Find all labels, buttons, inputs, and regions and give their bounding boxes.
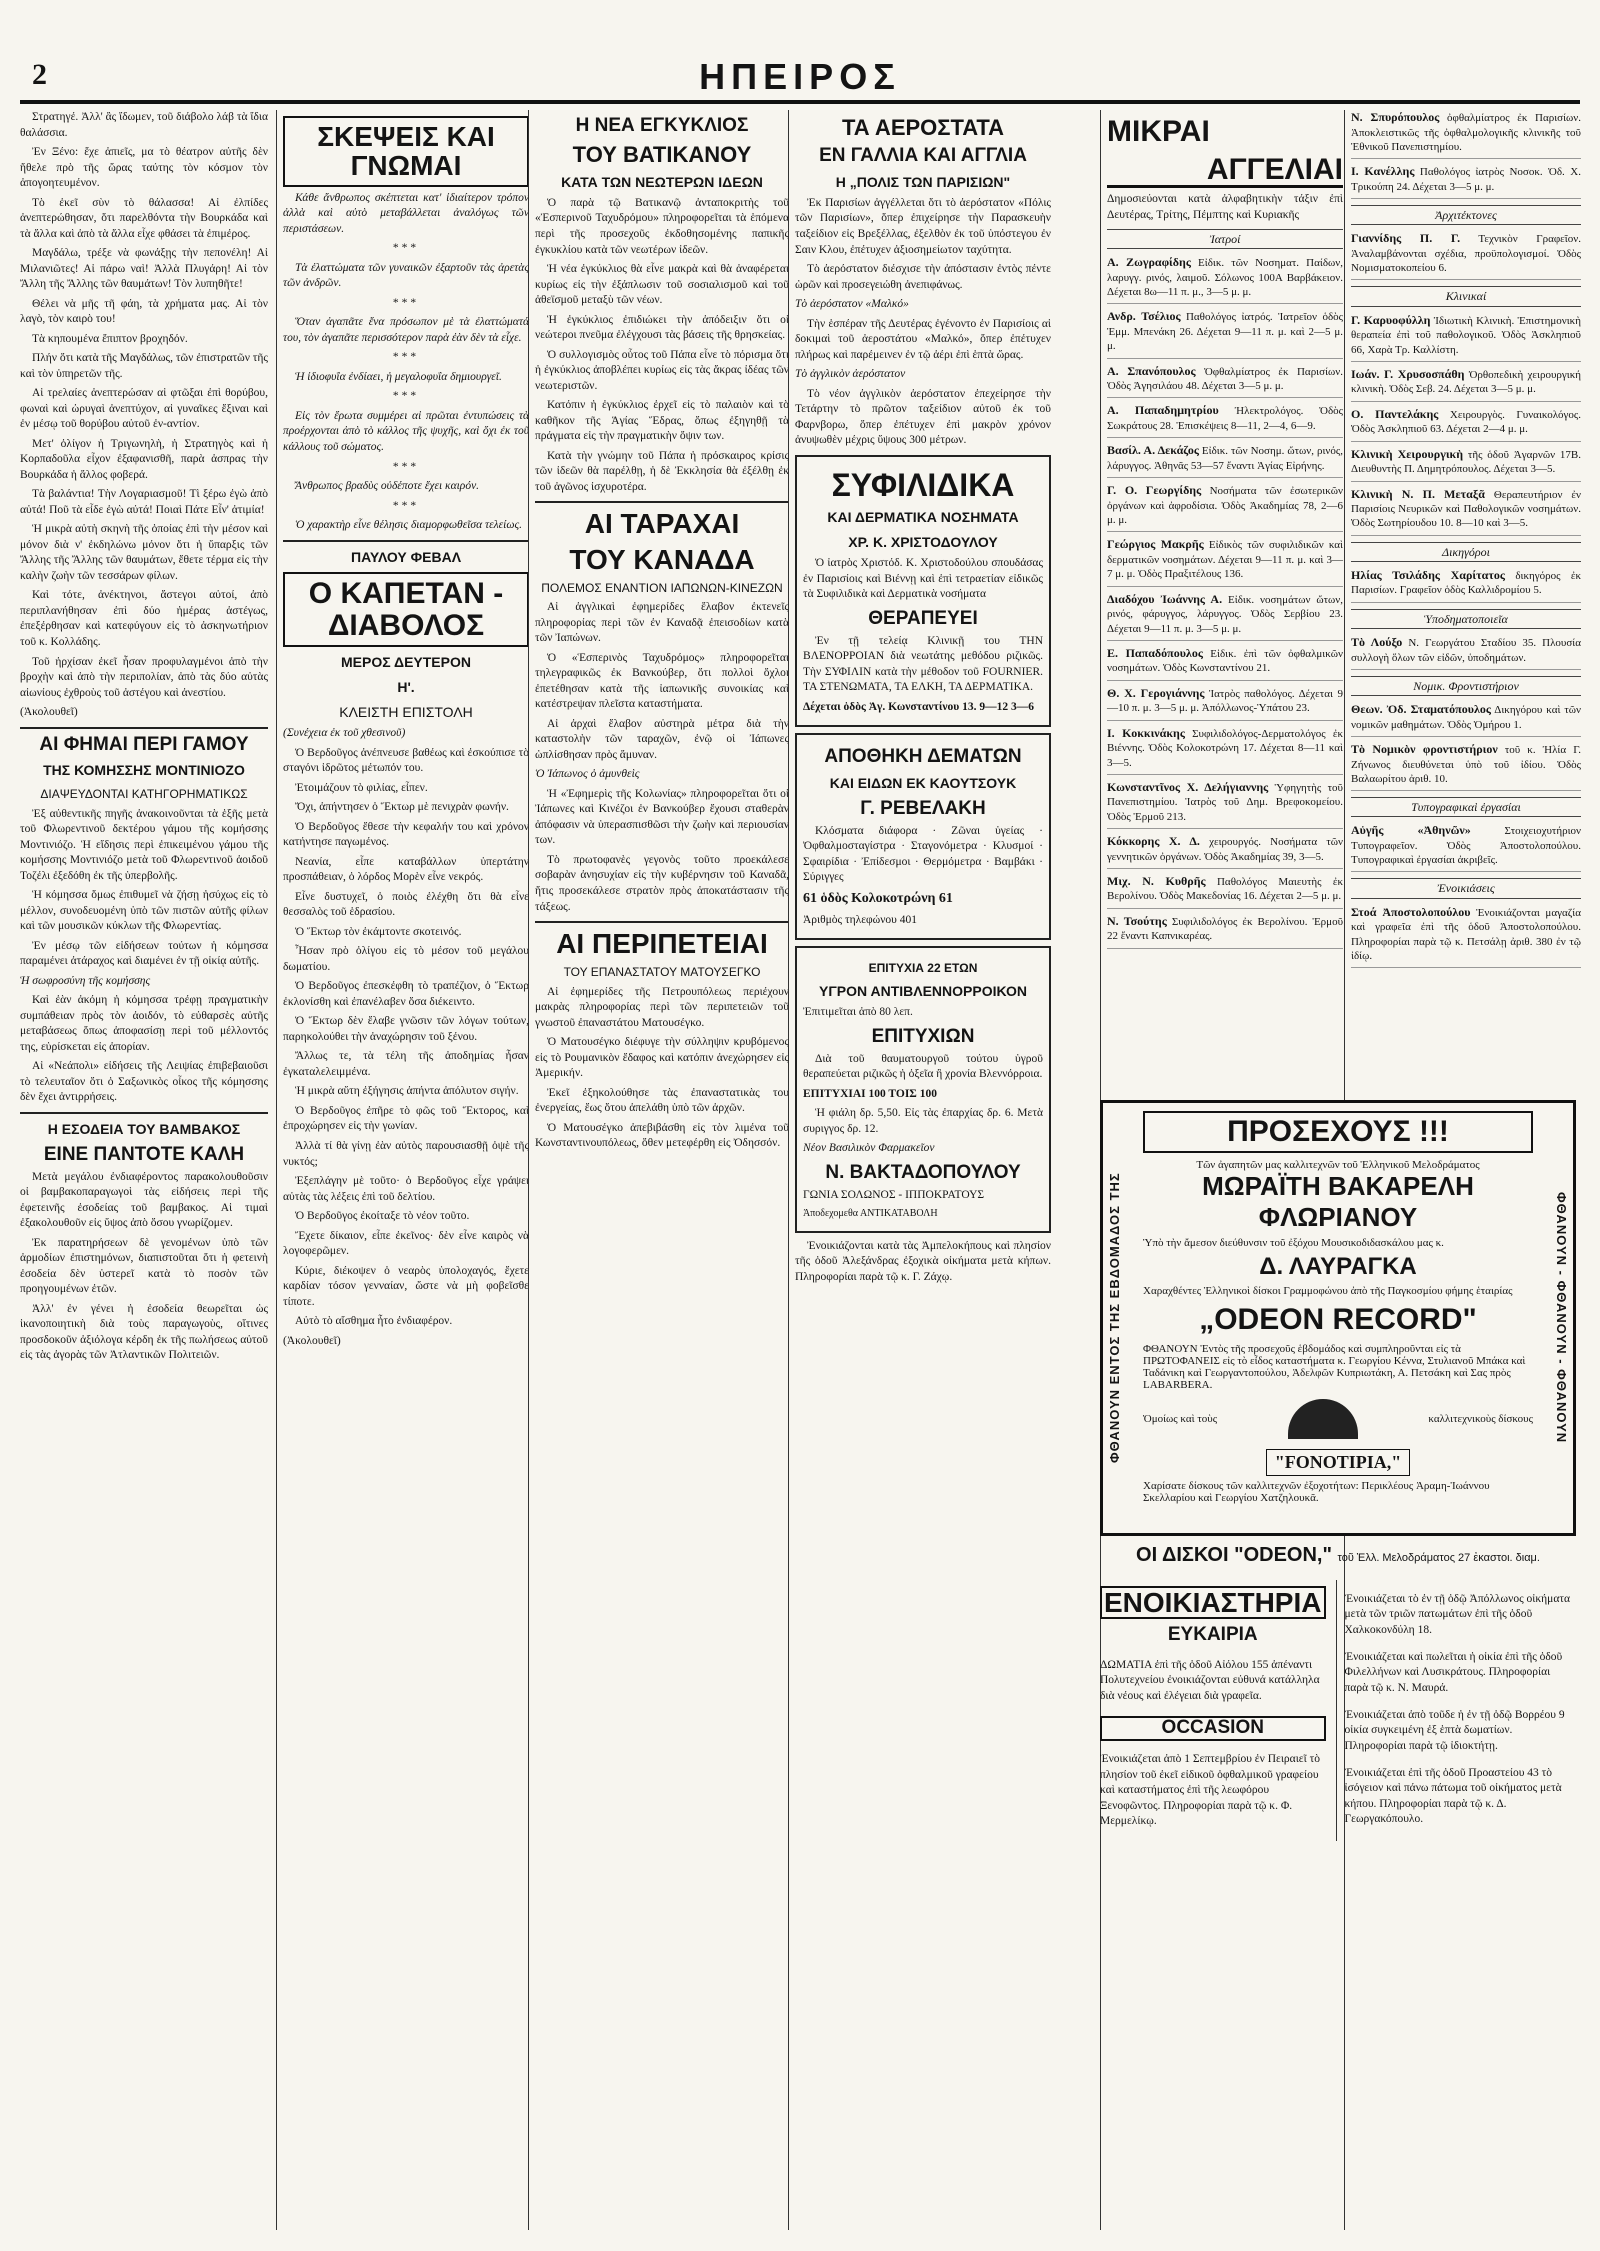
ad-note: Ἀποδεχομεθα ΑΝΤΙΚΑΤΑΒΟΛΗ bbox=[803, 1208, 938, 1220]
rentals-col-right bbox=[1336, 1580, 1571, 1841]
story-subheading: ΤΗΣ ΚΟΜΗΣΣΗΣ ΜΟΝΤΙΝΙΟΖΟ bbox=[43, 762, 245, 779]
ad-title: ΣΥΦΙΛΙΔΙΚΑ bbox=[831, 466, 1015, 503]
story-heading: ΤΟΥ ΚΑΝΑΔΑ bbox=[569, 543, 755, 575]
story-subheading: Η „ΠΟΛΙΣ ΤΩΝ ΠΑΡΙΣΙΩΝ" bbox=[835, 174, 1011, 191]
classified-ad: Γιαννίδης Π. Γ. Τεχνικὸν Γραφεῖον. Ἀναλαμβάνονται σχέδια, προϋπολογισμοί. Ὁδὸς Νομισματοκοπείου 6. bbox=[1351, 231, 1581, 280]
ad-body: Χαραχθέντες Ἑλληνικοὶ δίσκοι Γραμμοφώνου ἀπὸ τῆς Παγκοσμίου φήμης ἑταιρίας bbox=[1143, 1285, 1513, 1297]
maxim: Τὰ ἐλαττώματα τῶν γυναικῶν ἐξαρτοῦν τὰς ἀρετὰς τῶν ἀνδρῶν. bbox=[283, 261, 529, 290]
ad-price: Ἐπιτιμεῖται ἀπὸ 80 λεπ. bbox=[803, 1006, 913, 1019]
story-kicker: ΔΙΑΨΕΥΔΟΝΤΑΙ ΚΑΤΗΓΟΡΗΜΑΤΙΚΩΣ bbox=[40, 787, 248, 802]
classified-ad: Γεώργιος Μακρῆς Εἰδικὸς τῶν συφιλιδικῶν καὶ δερματικῶν νοσημάτων. Δέχεται 9—11 π. μ. καὶ 3—7 μ. μ. Ὁδὸς Πραξιτέλους 136. bbox=[1107, 537, 1343, 586]
ad-artist-names: ΜΩΡΑΪΤΗ ΒΑΚΑΡΕΛΗ ΦΛΩΡΙΑΝΟΥ bbox=[1202, 1171, 1474, 1232]
paragraph: Ὁ «Ἑσπερινὸς Ταχυδρόμος» πληροφορεῖται τηλεγραφικῶς ἐκ Βανκούβερ, ὅτι πολλοὶ ὄχλοι ἐπετέθησαν κατὰ τῆς ἰαπωνικῆς συνοικίας καὶ κατέστρεψαν πλεῖστα καταστήματα. bbox=[535, 651, 789, 711]
ad-footer-left: ΟΙ ΔΙΣΚΟΙ "ODEON," bbox=[1136, 1544, 1332, 1566]
paragraph: Αὐτὸ τὸ αἴσθημα ἦτο ἐνδιαφέρον. bbox=[295, 1315, 453, 1328]
story-subheading: ΕΙΝΕ ΠΑΝΤΟΤΕ ΚΑΛΗ bbox=[43, 1143, 245, 1165]
ad-title: ΠΡΟΣΕΧΟΥΣ !!! bbox=[1143, 1111, 1533, 1153]
category-architects: Ἀρχιτέκτονες bbox=[1351, 205, 1581, 225]
paragraph: Ἀλλὰ τί θὰ γίνῃ ἐὰν αὐτὸς παρουσιασθῇ ὀψὲ τῆς νυκτός; bbox=[283, 1140, 529, 1168]
classified-ad: Α. Ζωγραφίδης Εἰδικ. τῶν Νοσηματ. Παίδων, λαρυγγ. ρινός, λαιμοῦ. Σόλωνος 100Α Βαρβάκειον. Δέχεται 8ω—11 π. μ., 3—5 μ. μ. bbox=[1107, 255, 1343, 304]
ad-body: Ὁ ἰατρὸς Χριστόδ. Κ. Χριστοδούλου σπουδάσας ἐν Παρισίοις καὶ Βιέννῃ καὶ ἐπὶ τετραετίαν εἰδικῶς τὰ Συφιλιδικὰ καὶ Δερματικὰ νοσήματα bbox=[803, 557, 1043, 601]
paragraph: Ἀλλ' ἐν γένει ἡ ἐσοδεία θεωρεῖται ὡς ἱκανοποιητικὴ διὰ τοὺς παραγωγοὺς, οἵτινες προσδοκοῦν ἀξιόλογα κέρδη ἐκ τῆς πωλήσεως αὐτοῦ εἰς τὰς ἀγορὰς τῶν Ἀτλαντικῶν Πολιτειῶν. bbox=[20, 1302, 268, 1362]
classified-ad: Κλινικὴ Χειρουργικὴ τῆς ὁδοῦ Ἀγαρνῶν 17Β. Διευθυντὴς Π. Δημητρόπουλος. Δέχεται 3—5. bbox=[1351, 447, 1581, 482]
paragraph: Τὸ ἀερόστατον διέσχισε τὴν ἀπόστασιν ἐντὸς πέντε ὡρῶν καὶ προσεγειώθη ἀνεπιφάνως. bbox=[795, 263, 1051, 291]
ad-phone: Ἀριθμὸς τηλεφώνου 401 bbox=[803, 913, 918, 926]
rentals-columns bbox=[1100, 1580, 1570, 1841]
classifieds-intro: Δημοσιεύονται κατὰ ἀλφαβητικὴν τάξιν ἐπὶ Δευτέρας, Τρίτης, Πέμπτης καὶ Κυριακῆς bbox=[1107, 193, 1343, 221]
maxim: Κάθε ἄνθρωπος σκέπτεται κατ' ἰδιαίτερον τρόπον ἀλλὰ καὶ αὐτὸ μεταβάλλεται ἀναλόγως τῶν περιστάσεων. bbox=[283, 191, 529, 235]
paragraph: Αἱ «Νεάπολι» εἰδήσεις τῆς Λειψίας ἐπιβεβαιοῦσι τὸ τελευταῖον ὅτι ὁ Σαξωνικὸς οἶκος τῆς κόμησσης δὲν ἔχει ἀντιρρήσεις. bbox=[20, 1060, 268, 1104]
paragraph: Αἱ ἐφημερίδες τῆς Πετρουπόλεως περιέχουν μακρὰς πληροφορίας περὶ τῶν περιπετειῶν τοῦ γνωστοῦ ἐπαναστάτου Ματουσέγκο. bbox=[535, 985, 789, 1029]
separator-stars: *** bbox=[392, 460, 420, 473]
ad-heal-label: ΘΕΡΑΠΕΥΕΙ bbox=[868, 607, 978, 629]
ad-rubber-goods bbox=[795, 733, 1051, 940]
serial-title: Ο ΚΑΠΕΤΑΝ - ΔΙΑΒΟΛΟΣ bbox=[283, 572, 529, 647]
maxim: Ἡ ἰδιοφυΐα ἐνδίαει, ἡ μεγαλοφυΐα δημιουργεῖ. bbox=[295, 370, 502, 383]
serial-continuation: (Συνέχεια ἐκ τοῦ χθεσινοῦ) bbox=[283, 727, 406, 740]
classified-ad: Γ. Ο. Γεωργίδης Νοσήματα τῶν ἐσωτερικῶν ὀργάνων καὶ ἀφροδίσια. Ὁδὸς Ἀκαδημίας 78, 2—6 μ. μ. bbox=[1107, 483, 1343, 532]
paragraph: Ὁ Βερδοῦγος ἔθεσε τὴν κεφαλήν του καὶ χρόνον κατήντησε παγωμένος. bbox=[283, 820, 529, 849]
ad-body: ΦΘΑΝΟΥΝ Ἐντὸς τῆς προσεχοῦς ἑβδομάδος καὶ συμπληροῦνται εἰς τὰ ΠΡΩΤΟΦΑΝΕΙΣ εἰς τὸ εἶδος καταστήματα κ. Γεωργίου Κέννα, Στυλιανοῦ Μπάκα καὶ Ταδάνικη καὶ Γεωργαντοπούλου, Ἀδελφῶν Κυπριωτάκη, Α. Πετσάκη καὶ Σας πρὸς LABARBERA. bbox=[1143, 1343, 1526, 1391]
paragraph: Ἔχετε δίκαιον, εἶπε ἐκεῖνος· δὲν εἶνε καιρὸς νὰ λογοφερῶμεν. bbox=[283, 1229, 529, 1258]
story-subheading: ΚΑΤΑ ΤΩΝ ΝΕΩΤΕΡΩΝ ΙΔΕΩΝ bbox=[561, 174, 763, 191]
ad-intro: Τῶν ἀγαπητῶν μας καλλιτεχνῶν τοῦ Ἑλληνικοῦ Μελοδράματος bbox=[1196, 1159, 1480, 1171]
classified-ad: Διαδόχου Ἰωάννης Α. Εἰδικ. νοσημάτων ὤτων, ρινός, φάρυγγος, λάρυγγος. Ὁδὸς Σερβίου 23. Δέχεται 9—11 π. μ. 3—5 μ. μ. bbox=[1107, 592, 1343, 641]
serial-text-col1 bbox=[20, 110, 268, 721]
story-heading: Η ΝΕΑ ΕΓΚΥΚΛΙΟΣ bbox=[575, 115, 749, 136]
paragraph: Μετὰ μεγάλου ἐνδιαφέροντος παρακολουθοῦσιν οἱ βαμβακοπαραγωγοὶ τὰς εἰδήσεις περὶ τῆς ἐφετεινῆς ἐσοδείας τοῦ βαμβακος. Αἱ τιμαὶ ἐξακολουθοῦν εἰς ὕψος ἀπὸ ὅσου γνωρίζομεν. bbox=[20, 1170, 268, 1230]
paragraph: Μετ' ὀλίγον ἡ Τριγωνηλὴ, ἡ Στρατηγὸς καὶ ἡ Κορπαδοῦλα εἶχον ἐξαφανισθῆ, παρὰ ἀσπρας τὴν Βουρκάδα ἡ ἄλλος φοβερά. bbox=[20, 437, 268, 481]
serial-chapter: Η'. bbox=[397, 679, 415, 696]
rental-notice: Ἐνοικιάζονται κατὰ τὰς Ἀμπελοκήπους καὶ πλησίον τῆς ὁδοῦ Ἀλεξάνδρας ἐξοχικὰ οἰκήματα μετὰ κήπων. Πληροφορίαι παρὰ τῷ κ. Γ. Ζάχῳ. bbox=[795, 1239, 1051, 1283]
paragraph: Ὁ Ματουσέγκο διέφυγε τὴν σύλληψιν κρυβόμενος εἰς τὸ Ρουμανικὸν ἔδαφος καὶ κατόπιν ἀνεχώρησεν εἰς Ἀμερικήν. bbox=[535, 1036, 789, 1080]
ad-brand-odeon: „ODEON RECORD" bbox=[1199, 1303, 1477, 1336]
ad-doctor-name: ΧΡ. Κ. ΧΡΙΣΤΟΔΟΥΛΟΥ bbox=[848, 534, 998, 551]
paragraph: Ἐν μέσῳ τῶν εἰδήσεων τούτων ἡ κόμησσα παραμένει ἀτάραχος καὶ διαμένει ἐν τῇ οἰκίᾳ αὐτῆς. bbox=[20, 939, 268, 968]
continued-note: (Ἀκολουθεῖ) bbox=[20, 706, 78, 719]
ad-syphilis-clinic bbox=[795, 455, 1051, 727]
paragraph: Θέλει νὰ μῆς τῆ φάη, τὰ χρήματα μας. Αἱ τὸν λαγὸ, τὸν καιρὸ του! bbox=[20, 297, 268, 326]
ad-title: ΕΠΙΤΥΧΙΑ 22 ΕΤΩΝ bbox=[868, 961, 978, 976]
paragraph: Αἱ ἀρχαὶ ἔλαβον αὐστηρὰ μέτρα διὰ τὴν καταστολὴν τῶν ταραχῶν, ἐνῷ οἱ Ἰάπωνες ὡπλίσθησαν πρὸς ἄμυναν. bbox=[535, 717, 789, 761]
paragraph: Ἦσαν πρὸ ὀλίγου εἰς τὸ μέσον τοῦ μεγάλου δωματίου. bbox=[283, 945, 529, 973]
classified-ad: Τὸ Νομικὸν φροντιστήριον τοῦ κ. Ἠλία Γ. Ζήνωνος διευθύνεται ὑπὸ τοῦ ἰδίου. Ὁδὸς Βαλαωρίτου ἀριθ. 10. bbox=[1351, 742, 1581, 791]
paragraph: Τὰ βαλάντια! Τὴν Λογαριασμοῦ! Τὶ ξέρω ἐγὼ ἀπὸ αὐτά! Ποῦ τὰ εἶδε ἐγὼ αὐτά! Ποιαὶ Πάτε Εἶν' ἀτιμία! bbox=[20, 488, 268, 516]
category-printing: Τυπογραφικαὶ ἐργασίαι bbox=[1351, 797, 1581, 817]
serial-part: ΜΕΡΟΣ ΔΕΥΤΕΡΟΝ bbox=[341, 654, 471, 671]
rental-ad: ΔΩΜΑΤΙΑ ἐπὶ τῆς ὁδοῦ Αἰόλου 155 ἀπέναντι Πολυτεχνείου ἐνοικιάζονται εὐθυνά κατάλληλα διὰ νέους καὶ ἐλέγειαι διὰ γραφεῖα. bbox=[1100, 1658, 1320, 1702]
paragraph: Τὸ ἐκεῖ σὺν τὸ θάλασσα! Αἱ ἐλπίδες ἀνεπτερώθησαν, ὅτι παρελθόντα τὴν Βουρκάδα καὶ τὰ ἄλλα καὶ ἀπὸ τὰ ἄλλα εἶχε φθάσει τὰ ἐπιμέρος. bbox=[20, 196, 268, 240]
serial-chapter-title: ΚΛΕΙΣΤΗ ΕΠΙΣΤΟΛΗ bbox=[339, 704, 473, 721]
ad-subtitle: ΚΑΙ ΔΕΡΜΑΤΙΚΑ ΝΟΣΗΜΑΤΑ bbox=[827, 509, 1019, 526]
paragraph: Ἐξ αὐθεντικῆς πηγῆς ἀνακοινοῦνται τὰ ἑξῆς μετὰ τοῦ Φλωρεντινοῦ δεκτέρου γάμου τῆς κομήσσης Μοντινιόζο. Ἡ εἴδησις περὶ ἐπικειμένου γάμου τῆς κομήσσης Μοντινιόζο μετὰ τοῦ Φλωρεντινοῦ ἀοιδοῦ Τοζέλι ἐξεδόθη ἐκ τῆς ὑπερβολῆς. bbox=[20, 807, 268, 882]
maxim: Ὁ χαρακτὴρ εἶνε θέλησις διαμορφωθεῖσα τελείως. bbox=[295, 519, 523, 532]
rentals-col-left bbox=[1100, 1580, 1326, 1841]
ad-footer-right: τοῦ Ἑλλ. Μελοδράματος 27 ἐκαστοι. διαμ. bbox=[1337, 1552, 1540, 1564]
classifieds-heading: ΑΓΓΕΛΙΑΙ bbox=[1107, 154, 1343, 189]
classified-ad: Θ. Χ. Γερογιάννης Ἰατρὸς παθολόγος. Δέχεται 9—10 π. μ. 3—5 μ. μ. Ἀπόλλωνος-Ὑπάτου 23. bbox=[1107, 686, 1343, 721]
paragraph: Ἡ μικρὰ αὐτὴ σκηνὴ τῆς ὁποίας ἐπὶ τὴν μέσον καὶ μόνον διὰ ν' ἐκδηλώνω μόνον ὅτι ἡ ὕπαρξις τῶν Ἄλλης τῆς Ἄλλης τῶν θαυμάτων, ἔθετε τέρμα εἰς τὴν καλὴν ζωὴν τῶν τεσσάρων φίλων. bbox=[20, 523, 268, 582]
paragraph: Τὰ κηπουμένα ἔπιπτον βροχηδόν. bbox=[32, 332, 188, 345]
divider bbox=[535, 921, 789, 923]
column-2 bbox=[276, 110, 535, 2230]
ad-tagline-row bbox=[1143, 1395, 1533, 1443]
ad-body: Ἐν τῇ τελείᾳ Κλινικῇ του ΤΗΝ ΒΛΕΝΟΡΡΟΙΑΝ διὰ νεωτάτης μεθόδου ριζικῶς. Τὴν ΣΥΦΙΛΙΝ κατὰ τὴν μέθοδον τοῦ FOURNIER. ΤΑ ΣΤΕΝΩΜΑΤΑ, ΤΑ ΕΛΚΗ, ΤΑ ΔΕΡΜΑΤΙΚΑ. bbox=[803, 634, 1043, 694]
paragraph: Ὁ Ματουσέγκο ἀπεβιβάσθη εἰς τὸν λιμένα τοῦ Κωνσταντινουπόλεως, ὅθεν μετεφέρθη εἰς Ὀδησσόν. bbox=[535, 1121, 789, 1150]
story-heading: ΤΟΥ ΒΑΤΙΚΑΝΟΥ bbox=[572, 141, 752, 167]
classified-ad: Θεων. Ὀδ. Σταματόπουλος Δικηγόρου καὶ τῶν νομικῶν μαθημάτων. Ὁδὸς Ὁμήρου 1. bbox=[1351, 702, 1581, 737]
classified-ad: Ν. Τσούτης Συφιλιδολόγος ἐκ Βερολίνου. Ἑρμοῦ 22 ἔναντι Καπνικαρέας. bbox=[1107, 914, 1343, 949]
story-subheading: ΠΟΛΕΜΟΣ ΕΝΑΝΤΙΟΝ ΙΑΠΩΝΩΝ-ΚΙΝΕΖΩΝ bbox=[541, 581, 783, 596]
ad-under-text: Ὑπὸ τὴν ἄμεσον διεύθυνσιν τοῦ ἐξόχου Μουσικοδιδασκάλου μας κ. bbox=[1143, 1237, 1444, 1249]
rentals-sub: ΕΥΚΑΙΡΙΑ bbox=[1167, 1624, 1258, 1646]
paragraph: Κατόπιν ἡ ἐγκύκλιος ἐρχεῖ εἰς τὸ παλαιὸν καὶ τὸ καθῆκον τῆς Ἁγίας Ἕδρας, ὅπως ἐξηγηθῇ τὰ πράγματα εἰς τὴν πραγματικὴν ὄψιν των. bbox=[535, 399, 789, 443]
paragraph: Ὁ Ἕκτωρ δὲν ἔλαβε γνῶσιν τῶν λόγων τούτων, παρηκολούθει τὴν ἀναχώρησιν τοῦ ξένου. bbox=[283, 1015, 529, 1043]
classified-ad: Βασίλ. Α. Δεκάζος Εἰδικ. τῶν Νοσημ. ὤτων, ρινός, λάρυγγος. Ἀθηνᾶς 53—57 ἔναντι Ἁγίας Εἰρήνης. bbox=[1107, 443, 1343, 478]
paragraph: Ἡ μικρὰ αὕτη ἐξήγησις ἀπήντα ἀπόλυτον σιγήν. bbox=[295, 1085, 519, 1098]
ad-headline: ΕΠΙΤΥΧΙΩΝ bbox=[871, 1025, 975, 1047]
divider bbox=[535, 501, 789, 503]
rental-ad: Ἐνοικιάζεται τὸ ἐν τῇ ὁδῷ Ἀπόλλωνος οἰκήματα μετὰ τῶν τριῶν πατωμάτων ἐπὶ τῆς ὁδοῦ Χαλκοκονδύλη 18. bbox=[1344, 1592, 1570, 1636]
rental-ad: Ἐνοικιάζεται ἐπὶ τῆς ὁδοῦ Προαστείου 43 τὸ ἰσόγειον καὶ πάνω πάτωμα τοῦ οἰκήματος μετὰ κήπου. Πληροφορίαι παρὰ τῷ κ. Δ. Γεωργακόπουλο. bbox=[1344, 1766, 1562, 1826]
classified-ad: Ι. Κανέλλης Παθολόγος ἰατρὸς Νοσοκ. Ὁδ. Χ. Τρικούπη 24. Δέχεται 3—5 μ. μ. bbox=[1351, 164, 1581, 199]
paragraph: Ὁ Βερδοῦγος ἐπῆρε τὸ φῶς τοῦ Ἕκτορος, καὶ ἐπροχώρησεν εἰς τὴν γωνίαν. bbox=[283, 1104, 529, 1133]
story-heading: Η ΕΣΟΔΕΙΑ ΤΟΥ ΒΑΜΒΑΚΟΣ bbox=[47, 1120, 241, 1137]
paragraph: Αἱ τρελαίες ἀνεπτερώσαν αἱ φτῶξαι ἐπὶ θορύβου, φωναὶ καὶ ὠρυγαὶ ἀνεπτύχον, αἱ γυναῖκες ἔξιναι καὶ ἐν μέσῳ τοῦ θορύβου αὐτοῦ ἐν-αντίον. bbox=[20, 387, 268, 431]
paragraph: Τὸ νέον ἀγγλικὸν ἀερόστατον ἐπεχείρησε τὴν Τετάρτην τὸ πρῶτον ταξείδιον αὐτοῦ ἐκ τοῦ Φαρνβορω, ὅπερ ἐπέτυχεν ἐπὶ μακρὸν χρόνον ἀνυψωθὲν μέχρις ὕψους 300 μέτρων. bbox=[795, 387, 1051, 447]
classified-ad: Ε. Παπαδόπουλος Εἰδικ. ἐπὶ τῶν ὀφθαλμικῶν νοσημάτων. Ὁδὸς Κωνσταντίνου 21. bbox=[1107, 646, 1343, 681]
ad-inner bbox=[1143, 1111, 1533, 1525]
masthead bbox=[20, 56, 1580, 96]
story-heading: ΑΙ ΠΕΡΙΠΕΤΕΙΑΙ bbox=[556, 928, 768, 960]
paragraph: Καὶ τότε, ἀνέκτηνοι, ἄστεγοι αὐτοί, ἀπὸ περιπλανήθησαν ἐπὶ δύο ἡμέρας ἀστέγως, ἐπεξέρθησαν καὶ κατεφύγουν εἰς τὸ ἀσκηνωτήριον τοῦ κ. Κολλάδης. bbox=[20, 589, 268, 648]
category-lawyers: Δικηγόροι bbox=[1351, 542, 1581, 562]
classified-ad: Ανδρ. Τσέλιος Παθολόγος ἰατρός. Ἰατρεῖον ὁδὸς Ἐμμ. Μπενάκη 26. Δέχεται 9—11 π. μ. καὶ 2—5 μ. μ. bbox=[1107, 309, 1343, 358]
paragraph: Κύριε, διέκοψεν ὁ νεαρὸς ὑπολοχαγός, ἔχετε καρδίαν τόσον γενναίαν, ὥστε νὰ μὴ φοβεῖσθε τίποτε. bbox=[283, 1264, 529, 1308]
separator-stars: *** bbox=[392, 499, 420, 512]
paragraph: Κατὰ τὴν γνώμην τοῦ Πάπα ἡ πρόσκαιρος κρίσις τῶν ἰδεῶν θὰ παρέλθῃ, ἡ δὲ Ἐκκλησία θὰ ἐξέλθῃ ἐκ τοῦ ἀγῶνος ἰσχυροτέρα. bbox=[535, 449, 789, 493]
ad-title: ΑΠΟΘΗΚΗ ΔΕΜΑΤΩΝ bbox=[824, 746, 1022, 768]
ad-side-text-right: ΦΘΑΝΟΥΝ - ΦΘΑΝΟΥΝ - ΦΘΑΝΟΥΝ bbox=[1554, 1192, 1569, 1444]
ad-hours: Δέχεται ὁδὸς Ἁγ. Κωνσταντίνου 13. 9—12 3—6 bbox=[803, 700, 1034, 713]
category-rentals: Ἐνοικιάσεις bbox=[1351, 878, 1581, 898]
ad-items: Κλόσματα διάφορα · Ζῶναι ὑγείας · Ὀφθαλμοσταγίστρα · Σταγονόμετρα · Κλυσμοί · Σφαιρίδια · Ἐπίδεσμοι · Θερμόμετρα · Βαμβάκι · Σύριγγες bbox=[803, 824, 1043, 884]
ad-conductor: Δ. ΛΑΥΡΑΓΚΑ bbox=[1259, 1253, 1417, 1280]
paragraph: Εἶνε δυστυχεῖ, ὁ ποιὸς ἐλέχθη ὅτι θὰ εἶνε θεσσαλὸς τοῦ ἑδρασίου. bbox=[283, 890, 529, 919]
classified-ad: Μιχ. Ν. Κυθρῆς Παθολόγος Μαιευτὴς ἐκ Βερολίνου. Ὁδὸς Μακεδονίας 16. Δέχεται 2—5 μ. μ. bbox=[1107, 874, 1343, 909]
classified-ad: Ν. Σπυρόπουλος ὀφθαλμίατρος ἐκ Παρισίων. Ἀποκλειστικῶς τῆς ὀφθαλμολογικῆς κλινικῆς τοῦ Ἐθνικοῦ Πανεπιστημίου. bbox=[1351, 110, 1581, 159]
rentals-section bbox=[1100, 1580, 1570, 2220]
story-subheading: ΤΟΥ ΕΠΑΝΑΣΤΑΤΟΥ ΜΑΤΟΥΣΕΓΚΟ bbox=[563, 965, 761, 980]
maxim: Ὅταν ἀγαπᾶτε ἕνα πρόσωπον μὲ τὰ ἐλαττώματά του, τὸν ἀγαπᾶτε περισσότερον παρὰ ἐὰν δὲν τὰ εἶχε. bbox=[283, 316, 529, 344]
paragraph: Ἄλλως τε, τὰ τέλη τῆς ἀποδημίας ἦσαν ἐγκαταλελειμμένα. bbox=[283, 1050, 529, 1078]
story-heading: ΑΙ ΦΗΜΑΙ ΠΕΡΙ ΓΑΜΟΥ bbox=[39, 733, 249, 755]
divider bbox=[20, 727, 268, 729]
occasion-label: OCCASION bbox=[1100, 1716, 1326, 1741]
separator-stars: *** bbox=[392, 351, 420, 364]
column-4 bbox=[788, 110, 1057, 2230]
classifieds-heading: ΜΙΚΡΑΙ bbox=[1107, 115, 1210, 148]
paragraph: Καὶ ἐὰν ἀκόμη ἡ κόμησσα τρέφῃ πραγματικὴν συμπάθειαν πρὸς τὸν ἀοιδόν, τὸ εὐθαρσὲς αὐτῆς μεταβάσεως ὅπως ἀποφασίσῃ περὶ τοῦ μέλλοντός της, εὑρίσκεται εἰς ἀπορίαν. bbox=[20, 994, 268, 1053]
category-doctors: Ἰατροί bbox=[1107, 229, 1343, 249]
separator-stars: *** bbox=[392, 390, 420, 403]
ad-tagline-right: καλλιτεχνικοὺς δίσκους bbox=[1428, 1413, 1533, 1425]
paragraph: Αἱ ἀγγλικαὶ ἐφημερίδες ἔλαβον ἐκτενεῖς πληροφορίας περὶ τῶν ἐν Καναδᾷ ἐπεισοδίων κατὰ τῶν Ἰαπώνων. bbox=[535, 601, 789, 645]
classified-ad: Α. Σπανόπουλος Ὀφθαλμίατρος ἐκ Παρισίων. Ὁδὸς Ἀγησιλάου 48. Δέχεται 3—5 μ. μ. bbox=[1107, 364, 1343, 399]
paragraph: Στρατηγέ. Ἀλλ' ἂς ἴδωμεν, τοῦ διάβολο λάβ τὰ ἴδια θαλάσσια. bbox=[20, 111, 268, 139]
classified-ad: Ιωάν. Γ. Χρυσοσπάθη Ὀρθοπεδικὴ χειρουργική κλινικὴ. Ὁδὸς Σεβ. 24. Δέχεται 3—5 μ. μ. bbox=[1351, 367, 1581, 402]
ad-side-text-left: ΦΘΑΝΟΥΝ ΕΝΤΟΣ ΤΗΣ ΕΒΔΟΜΑΔΟΣ ΤΗΣ bbox=[1107, 1172, 1122, 1464]
subhead: Τὸ ἀγγλικὸν ἀερόστατον bbox=[795, 368, 906, 381]
paragraph: Νεανία, εἶπε καταβάλλων ὑπερτάτην προσπάθειαν, ὁ λόρδος Μορὲν εἶνε νεκρός. bbox=[283, 855, 529, 884]
category-clinics: Κλινικαί bbox=[1351, 286, 1581, 306]
story-heading: ΕΝ ΓΑΛΛΙΑ ΚΑΙ ΑΓΓΛΙΑ bbox=[819, 145, 1027, 167]
ad-subtitle: ΚΑΙ ΕΙΔΩΝ ΕΚ ΚΑΟΥΤΣΟΥΚ bbox=[829, 774, 1017, 791]
newspaper-title: ΗΠΕΙΡΟΣ bbox=[699, 56, 901, 97]
separator-stars: *** bbox=[392, 242, 420, 255]
paragraph: Ἡ νέα ἐγκύκλιος θὰ εἶνε μακρὰ καὶ θὰ ἀναφέρεται κυρίως εἰς τὴν ἐξάπλωσιν τοῦ σοσιαλισμοῦ καὶ τοῦ ἀθεϊσμοῦ μεταξὺ τῶν νέων. bbox=[535, 263, 789, 307]
classified-ad: Κόκκορης Χ. Δ. χειρουργός. Νοσήματα τῶν γεννητικῶν ὀργάνων. Ὁδὸς Ἀκαδημίας 39, 3—5. bbox=[1107, 834, 1343, 869]
category-tutoring: Νομικ. Φροντιστήριον bbox=[1351, 676, 1581, 696]
ad-address: 61 ὁδὸς Κολοκοτρώνη 61 bbox=[803, 890, 953, 906]
ad-brand-fonotipia: "FONOTIPIA," bbox=[1266, 1449, 1411, 1476]
paragraph: Τὴν ἑσπέραν τῆς Δευτέρας ἐγένοντο ἐν Παρισίοις αἱ δοκιμαὶ τοῦ ἀεροστάτου «Μαλκό», ὅπερ ἐπέτυχεν πλήρως καὶ παρέμεινεν ἐν τῷ ἀέρι ἐπὶ ἑπτὰ ὥρας. bbox=[795, 317, 1051, 361]
rentals-title: ΕΝΟΙΚΙΑΣΤΗΡΙΑ bbox=[1100, 1586, 1326, 1619]
paragraph: Ὁ παρὰ τῷ Βατικανῷ ἀνταποκριτὴς τοῦ «Ἐσπερινοῦ Ταχυδρόμου» πληροφορεῖται τὰ ἑπόμενα περὶ τῆς προσεχοῦς ἐκδοθησομένης παπικῆς ἐγκυκλίου κατὰ τῶν νεωτέρων ἰδεῶν. bbox=[535, 196, 789, 256]
paragraph: Ὁ συλλογισμὸς οὗτος τοῦ Πάπα εἶνε τὸ πόρισμα ὅτι ἡ ἐγκύκλιος ἀποβλέπει κυρίως εἰς τὰς ἄκρας ἰδέας τῶν νεωτεριστῶν. bbox=[535, 348, 789, 392]
paragraph: Ἡ κόμησσα ὅμως ἐπιθυμεῖ νὰ ζήσῃ ἡσύχως εἰς τὸ μέλλον, συνοδευομένη ὑπὸ τῶν πιστῶν αὐτῆς φίλων καὶ τῶν μουσικῶν κύκλων τῆς Φλωρεντίας. bbox=[20, 889, 268, 933]
ad-subtitle: ΥΓΡΟΝ ΑΝΤΙΒΛΕΝΝΟΡΡΟΙΚΟΝ bbox=[819, 983, 1027, 1000]
classified-ad: Τὸ Λούξο Ν. Γεωργάτου Σταδίου 35. Πλουσία συλλογὴ ὅλων τῶν εἰδῶν, ὑποδημάτων. bbox=[1351, 635, 1581, 670]
ad-owner-name: Γ. ΡΕΒΕΛΑΚΗ bbox=[860, 797, 986, 819]
classified-ad: Κωνσταντῖνος Χ. Δελήγιαννης Ὑφηγητὴς τοῦ Πανεπιστημίου. Ἰατρὸς τοῦ Δημ. Βρεφοκομείου. Ὁδὸς Ἑρμοῦ 213. bbox=[1107, 780, 1343, 829]
ad-price-list: Ἡ φιάλη δρ. 5,50. Εἰς τὰς ἐπαρχίας δρ. 6. Μετὰ συριγγος δρ. 12. bbox=[803, 1107, 1043, 1135]
column-3 bbox=[528, 110, 795, 2230]
separator-stars: *** bbox=[392, 296, 420, 309]
ad-antiblennorrhea bbox=[795, 946, 1051, 1232]
paragraph: Ἡ «Ἐφημερὶς τῆς Κολωνίας» πληροφορεῖται ὅτι οἱ Ἰάπωνες καὶ Κινέζοι ἐν Βανκούβερ ἔχουσι σταθερὰν ἀπόφασιν νὰ ὑπερασπισθῶσι τὴν ζωὴν καὶ περιουσίαν των. bbox=[535, 787, 789, 847]
paragraph: Ἐν Ξένο: ἔχε ἀπιεῖς, μα τὸ θέατρον αὐτῆς δὲν ἤθελε πρὸ τῆς ὥρας ταύτης τὸν κόσμον τὸν ἀπογοητευμένον. bbox=[20, 146, 268, 190]
ad-body: Χαρίσατε δίσκους τῶν καλλιτεχνῶν ἐξοχοτήτων: Περικλέους Ἀραμη-Ἰωάννου Σκελλαρίου καὶ Γεωργίου Χατζηλουκᾶ. bbox=[1143, 1480, 1490, 1504]
subhead: Ὁ Ἰάπωνος ὁ ἀμυνθεὶς bbox=[535, 768, 640, 781]
ad-footer bbox=[1103, 1544, 1573, 1567]
ad-success-rate: ΕΠΙΤΥΧΙΑΙ 100 ΤΟΙΣ 100 bbox=[803, 1087, 937, 1100]
ad-body: Διὰ τοῦ θαυματουργοῦ τούτου ὑγροῦ θεραπεύεται ριζικῶς ἡ ὀξεῖα ἢ χρονία Βλεννόρροια. bbox=[803, 1052, 1043, 1081]
classified-ad: Ο. Παντελάκης Χειρουργὸς. Γυναικολόγος. Ὁδὸς Ἀσκληπιοῦ 63. Δέχεται 2—4 μ. μ. bbox=[1351, 407, 1581, 442]
paragraph: Ὄχι, ἀπήντησεν ὁ Ἕκτωρ μὲ πενιχρὰν φωνήν. bbox=[295, 801, 509, 814]
ad-pharmacist-name: Ν. ΒΑΚΤΑΔΟΠΟΥΛΟΥ bbox=[825, 1161, 1021, 1183]
maxim: Εἰς τὸν ἔρωτα συμμέρει αἱ πρῶται ἐντυπώσεις τὰ προέρχονται ἀπὸ τὸ κάλλος τῆς ψυχῆς, καὶ ὄχι ἐκ τοῦ κάλλους τοῦ σώματος. bbox=[283, 409, 529, 453]
masthead-rule bbox=[20, 100, 1580, 104]
ad-pharmacy: Νέον Βασιλικὸν Φαρμακεῖον bbox=[803, 1142, 935, 1155]
divider bbox=[20, 1112, 268, 1114]
classified-ad: Α. Παπαδημητρίου Ἠλεκτρολόγος. Ὁδὸς Σωκράτους 28. Ἐπισκέψεις 8—11, 2—4, 6—9. bbox=[1107, 403, 1343, 438]
paragraph: Πλήν ὅτι κατὰ τῆς Μαγδάλως, τῶν ἐπιστρατῶν τῆς καὶ τὸν ὑπηρετῶν τῆς. bbox=[20, 352, 268, 380]
story-heading: ΑΙ ΤΑΡΑΧΑΙ bbox=[584, 508, 740, 540]
classified-ad: Ι. Κοκκινάκης Συφιλιδολόγος-Δερματολόγος ἐκ Βιέννης. Ὁδὸς Κολοκοτρώνη 17. Δέχεται 8—11 καὶ 3—5. bbox=[1107, 726, 1343, 775]
page-number: 2 bbox=[32, 58, 47, 91]
section-heading: ΣΚΕΨΕΙΣ ΚΑΙ ΓΝΩΜΑΙ bbox=[283, 116, 529, 187]
paragraph: Ὁ Βερδοῦγος ἐπεσκέφθη τὸ τραπέζιον, ὁ Ἕκτωρ ἐκλονίσθη καὶ ἐπανέλαβεν ὅσα διέκειντο. bbox=[283, 980, 529, 1008]
paragraph: Ἐκ παρατηρήσεων δὲ γενομένων ὑπὸ τῶν ἀρμοδίων ἐπιστημόνων, διαπιστοῦται ὅτι ἡ φετεινὴ ἐσοδεία δὲν ὑστερεῖ κατὰ τὸ ποσὸν τῶν προηγουμένων ἐτῶν. bbox=[20, 1236, 268, 1296]
paragraph: Τοῦ ἠρχίσαν ἐκεῖ ἦσαν προφυλαγμένοι ἀπὸ τὴν βροχὴν καὶ ἀπὸ τὴν περιπολίαν, ἀπὸ τὰς δύο αὐτὰς αἰωνίους ἐχθροὺς τοῦ ἀστέγου καὶ ἀνεστίου. bbox=[20, 655, 268, 699]
gramophone-disc-icon bbox=[1288, 1399, 1358, 1439]
classified-ad: Ηλίας Τσιλάδης Χαρίτατος δικηγόρος ἐκ Παρισίων. Γραφεῖον ὁδὸς Καλλιδρομίου 5. bbox=[1351, 568, 1581, 603]
column-1 bbox=[20, 110, 274, 2230]
category-shoes: Ὑποδηματοποιεῖα bbox=[1351, 609, 1581, 629]
story-heading: ΤΑ ΑΕΡΟΣΤΑΤΑ bbox=[841, 115, 1005, 140]
paragraph: Ἐξεπλάγην μὲ τοῦτο· ὁ Βερδοῦγος εἶχε γράψει αὐτὰς τὰς λέξεις ἐπὶ τοῦ δελτίου. bbox=[283, 1175, 529, 1203]
paragraph: Ὁ Βερδοῦγος ἐκοίταξε τὸ νέον τοῦτο. bbox=[295, 1210, 470, 1223]
continued-note: (Ἀκολουθεῖ) bbox=[283, 1334, 341, 1347]
paragraph: Ἡ ἐγκύκλιος ἐπιδιώκει τὴν ἀπόδειξιν ὅτι οἱ νεώτεροι πνεῦμα ἐλέγχουσι τὰς βάσεις τῆς θρησκείας. bbox=[535, 313, 789, 342]
ad-address: ΓΩΝΙΑ ΣΟΛΩΝΟΣ - ΙΠΠΟΚΡΑΤΟΥΣ bbox=[803, 1188, 985, 1201]
paragraph: Τὸ πρωτοφανὲς γεγονὸς τοῦτο προεκάλεσε σοβαρὰν ἀνησυχίαν εἰς τὴν κυβέρνησιν τοῦ Καναδᾶ, ἥτις προσεκάλεσε στρατὸν πρὸς ἀποκατάστασιν τῆς τάξεως. bbox=[535, 853, 789, 913]
paragraph: Μαγδάλω, τρέξε νὰ φωνάξῃς τὴν πεπονέλη! Αἱ Μιλανιῶτες! Αἱ πάρω ναὶ! Ἀλλὰ Πλυγάρη! Αἱ τὸν Ἄλλη τῆς Ἄλλης τῶν θαυμάτων! Τὸν λυπηθῆτε! bbox=[20, 247, 268, 291]
paragraph: Ὁ Ἕκτωρ τὸν ἐκάμτοντε σκοτεινός. bbox=[295, 925, 462, 938]
classified-ad: Γ. Καρυοφύλλη Ἰδιωτικὴ Κλινικὴ. Ἐπιστημονικὴ θεραπεία ἐπὶ τοῦ παθολογικοῦ. Ὁδὸς Ἀσκληπιοῦ 66, Χαρὰ Τρ. Καλλίστη. bbox=[1351, 313, 1581, 362]
classified-ad: Αὐγῆς «Ἀθηνῶν» Στοιχειοχυτήριον Τυπογραφεῖον. Ὁδὸς Ἀποστολοπούλου. Τυπογραφικαὶ ἐργασίαι ἀκριβεῖς. bbox=[1351, 823, 1581, 872]
paragraph: Ἐκ Παρισίων ἀγγέλλεται ὅτι τὸ ἀερόστατον «Πόλις τῶν Παρισίων», ὅπερ ἐπιχείρησε τὴν Παρασκευὴν ταξείδιον εἰς Βρεξέλλας, ἐξελθὸν ἐκ τοῦ ὑπόστεγου ἐν Σαιν Κλου, ἐπέτυχεν ἀξιοσημείωτον ταχύτητα. bbox=[795, 196, 1051, 256]
classified-ad: Στοά Ἀποστολοπούλου Ἐνοικιάζονται μαγαζία καὶ γραφεῖα ἐπὶ τῆς ὁδοῦ Ἀποστολοπούλου. Πληροφορίαι παρὰ τῷ κ. Πετσάλῃ ἀριθ. 380 ἐν τῷ ἰδίῳ. bbox=[1351, 905, 1581, 968]
subhead: Τὸ ἀερόστατον «Μαλκό» bbox=[795, 298, 909, 311]
divider bbox=[283, 540, 529, 542]
maxim: Ἄνθρωπος βραδὺς οὐδέποτε ἔχει καιρόν. bbox=[295, 480, 480, 493]
ad-tagline-left: Ὁμοίως καὶ τοὺς bbox=[1143, 1413, 1218, 1425]
paragraph: Ἐτοιμάζουν τὸ φιλίας, εἶπεν. bbox=[295, 781, 428, 794]
paragraph: Ἐκεῖ ἐξηκολούθησε τὰς ἐπαναστατικὰς του ἐνεργείας, ἕως ὅτου ἀπελάθη ὑπὸ τῶν ἀρχῶν. bbox=[535, 1086, 789, 1115]
odeon-records-ad bbox=[1100, 1100, 1576, 1566]
subhead: Ἡ σωφροσύνη τῆς κομήσσης bbox=[20, 974, 151, 987]
rental-ad: Ἐνοικιάζεται ἀπὸ τοῦδε ἡ ἐν τῇ ὁδῷ Βορρέου 9 οἰκία συγκειμένη ἐξ ἑπτὰ δωματίων. Πληροφορίαι παρὰ τῷ ἰδιοκτήτῃ. bbox=[1344, 1708, 1565, 1752]
serial-author: ΠΑΥΛΟΥ ΦΕΒΑΛ bbox=[350, 548, 462, 565]
paragraph: Ὁ Βερδοῦγος ἀνέπνευσε βαθέως καὶ ἐσκούπισε τὸ σταγόνι ἱδρῶτος μέτωπόν του. bbox=[283, 746, 529, 775]
rental-ad: Ἐνοικιάζεται ἀπὸ 1 Σεπτεμβρίου ἐν Πειραιεῖ τὸ πλησίον τοῦ ἐκεῖ εἰδικοῦ ὁφθαλμικοῦ γραφείου καὶ καταστήματος ἐπὶ τῆς λεωφόρου Ξενοφῶντος. Πληροφορίαι παρὰ τῷ κ. Φ. Μερμελίκῳ. bbox=[1100, 1753, 1320, 1828]
classified-ad: Κλινικὴ Ν. Π. Μεταξᾶ Θεραπευτήριον ἐν Παρισίοις Νευρικῶν καὶ Παθολογικῶν νοσημάτων. Ὁδὸς Σωτηρίουδου 10. 8—10 καὶ 3—5. bbox=[1351, 487, 1581, 536]
rental-ad: Ἐνοικιάζεται καὶ πωλεῖται ἡ οἰκία ἐπὶ τῆς ὁδοῦ Φιλελλήνων καὶ Λυσικράτους. Πληροφορίαι παρὰ τῷ κ. Ν. Μαυρά. bbox=[1344, 1650, 1563, 1694]
